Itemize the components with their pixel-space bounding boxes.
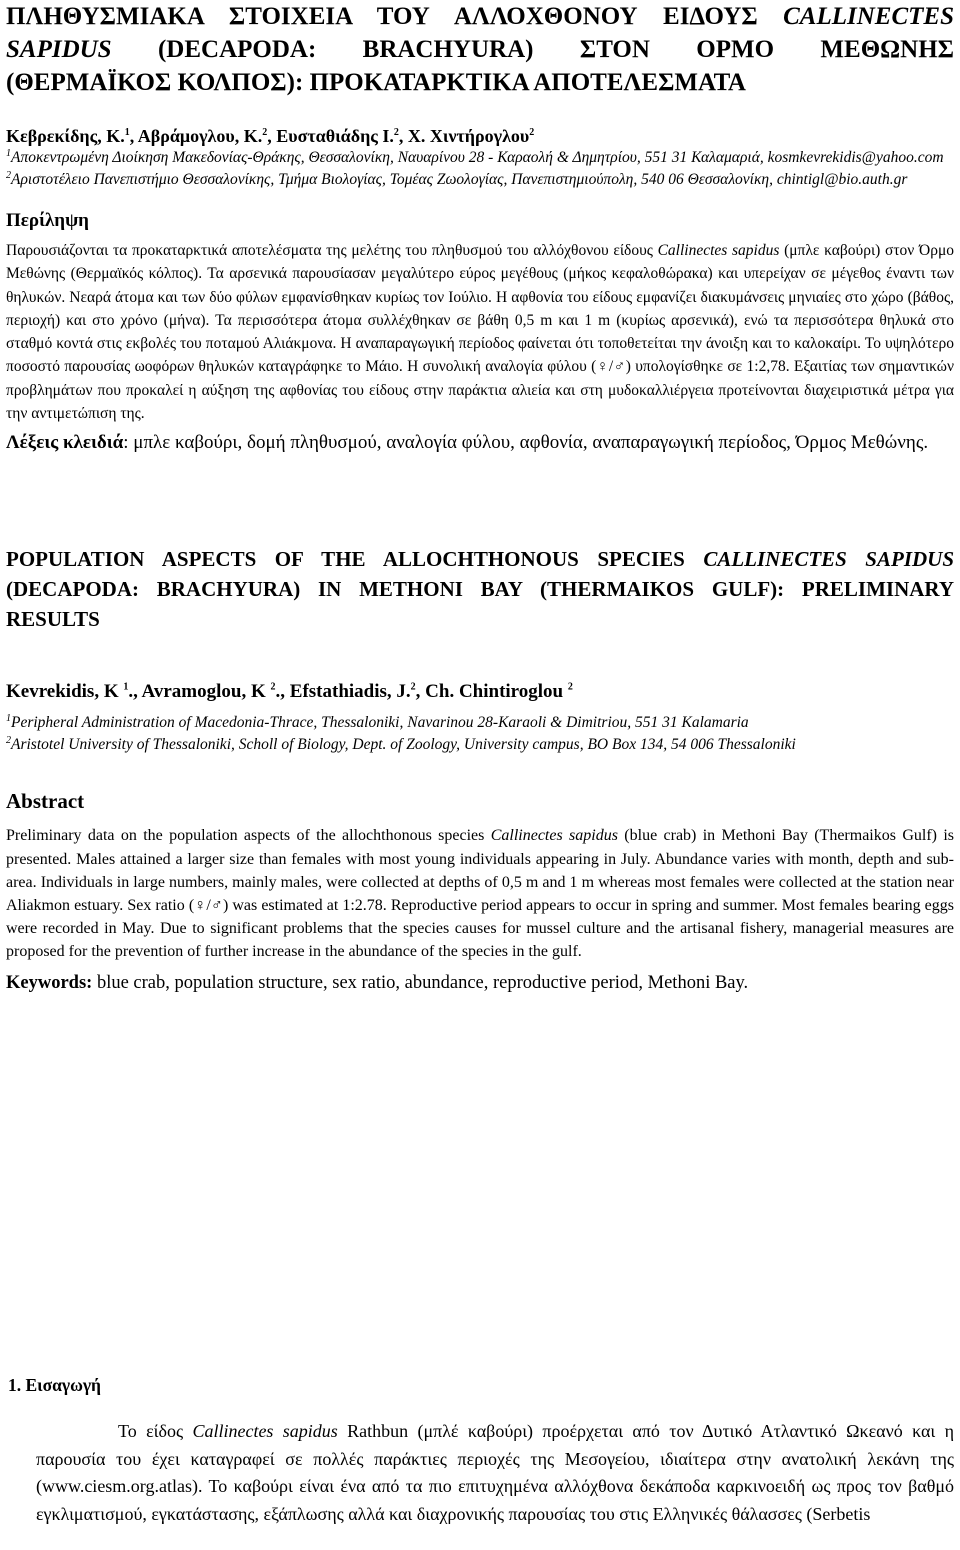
english-abstract-text: Preliminary data on the population aspects of the allochthonous species Callinectes sapidus (blue crab) in Methoni Bay (Thermaikos Gulf) is presented. Males attained a larger size than females with most young individuals appearing in July. Abundance varies with month, depth and sub-area. Individuals in large numbers, mainly males, were collected at depths of 0,5 m and 1 m whereas most females were collected at the station near Aliakmon estuary. Sex ratio (♀/♂) was estimated at 1:2.78. Reproductive period appears to occur in spring and summer. Most females bearing eggs were recorded in May. Due to significant problems that the species causes for mussel culture and the artisanal fishery, managerial measures are proposed for the prevention of further increase in the abundance of the species in the gulf.: [6, 827, 954, 961]
greek-abstract-heading: Περίληψη: [6, 210, 89, 231]
greek-affiliation-2: $^2$Αριστοτέλειο Πανεπιστήμιο Θεσσαλονίκης, Τμήμα Βιολογίας, Τομέας Ζωολογίας, Πανεπιστημιούπολη, 540 06 Θεσσαλονίκη, chintigl@bio.auth.gr: [6, 169, 908, 188]
english-affiliation-2: $^2$Aristotel University of Thessaloniki, Scholl of Biology, Dept. of Zoology, University campus, BO Box 134, 54 006 Thessaloniki: [6, 735, 796, 754]
english-keywords: Keywords: blue crab, population structure, sex ratio, abundance, reproductive period, Methoni Bay.: [6, 972, 749, 993]
english-abstract-heading: Abstract: [6, 789, 85, 814]
greek-keywords: Λέξεις κλειδιά: μπλε καβούρι, δομή πληθυσμού, αναλογία φύλου, αφθονία, αναπαραγωγική περίοδος, Όρμος Μεθώνης.: [6, 432, 929, 454]
english-affiliations: [6, 712, 954, 756]
greek-title-line-1: ΠΛΗΘΥΣΜΙΑΚΑ ΣΤΟΙΧΕΙΑ ΤΟΥ ΑΛΛΟΧΘΟΝΟΥ ΕΙΔΟΥΣ CALLINECTES: [6, 3, 954, 30]
english-affiliation-1: $^1$Peripheral Administration of Macedonia-Thrace, Thessaloniki, Navarinou 28-Karaoli & Dimitriou, 551 31 Kalamaria: [6, 713, 749, 732]
greek-title-line-3: (ΘΕΡΜΑΪΚΟΣ ΚΟΛΠΟΣ): ΠΡΟΚΑΤΑΡΚΤΙΚΑ ΑΠΟΤΕΛΕΣΜΑΤΑ: [6, 69, 746, 96]
greek-title-line-2: SAPIDUS (DECAPODA: BRACHYURA) ΣΤΟΝ ΟΡΜΟ ΜΕΘΩΝΗΣ: [6, 36, 955, 63]
intro-heading: 1. Εισαγωγή: [8, 1375, 101, 1395]
greek-authors: Κεβρεκίδης, Κ.$^1$, Αβράμογλου, Κ.$^2$, Ευσταθιάδης Ι.$^2$, Χ. Χιντήρογλου$^2$: [6, 126, 535, 146]
greek-abstract-text: Παρουσιάζονται τα προκαταρκτικά αποτελέσματα της μελέτης του πληθυσμού του αλλόχθονου είδους Callinectes sapidus (μπλε καβούρι) στον Όρμο Μεθώνης (Θερμαϊκός κόλπος). Τα αρσενικά παρουσίασαν μεγαλύτερο εύρος μεγέθους (μήκος κεφαλοθώρακα) και υπερείχαν σε μέγεθος έναντι των θηλυκών. Νεαρά άτομα και των δύο φύλων εμφανίσθηκαν κυρίως τον Ιούλιο. Η αφθονία του είδους εμφανίζει διακυμάνσεις μηνιαίες στο χώρο (βάθος, περιοχή) και στο χρόνο (μήνα). Τα περισσότερα άτομα συλλέχθηκαν σε βάθη 0,5 m και 1 m (κυρίως αρσενικά), ενώ τα περισσότερα θηλυκά στο σταθμό κοντά στις εκβολές του ποταμού Αλιάκμονα. Η αναπαραγωγική περίοδος φαίνεται ότι τοποθετείται την άνοιξη και το καλοκαίρι. Το υψηλότερο ποσοστό παρουσίας ωοφόρων θηλυκών καταγράφηκε το Μάιο. Η συνολική αναλογία φύλου (♀/♂) υπολογίσθηκε σε 1:2,78. Εξαιτίας των σημαντικών προβλημάτων που προκαλεί η αύξηση της αφθονίας του είδους στην παράκτια αλιεία και στη μυδοκαλλιέργεια προτείνονται διαχειριστικά μέτρα για την αντιμετώπιση της.: [6, 242, 955, 423]
greek-affiliation-1: $^1$Αποκεντρωμένη Διοίκηση Μακεδονίας-Θράκης, Θεσσαλονίκη, Ναυαρίνου 28 - Καραολή & Δημητρίου, 551 31 Καλαμαριά, kosmkevrekidis@yahoo.com: [6, 147, 944, 166]
english-authors: Kevrekidis, K $^1$., Avramoglou, K $^2$., Efstathiadis, J.$^2$, Ch. Chintiroglou $^2$: [6, 681, 573, 703]
intro-paragraph: Το είδος Callinectes sapidus Rathbun (μπλέ καβούρι) προέρχεται από τον Δυτικό Ατλαντικό Ωκεανό και η παρουσία του έχει καταγραφεί σε πολλές παράκτιες περιοχές της Μεσογείου, ιδιαίτερα στην ανατολική λεκάνη της (www.ciesm.org.atlas). Το καβούρι είναι ένα από τα πιο επιτυχημένα αλλόχθονα δεκάποδα καρκινοειδή ως προς τον βαθμό εγκλιματισμού, εγκατάστασης, εξάπλωσης αλλά και διαχρονικής παρουσίας του στις Ελληνικές θάλασσες (Serbetis: [36, 1421, 955, 1524]
english-title: POPULATION ASPECTS OF THE ALLOCHTHONOUS SPECIES CALLINECTES SAPIDUS (DECAPODA: BRACHYURA) IN METHONI BAY (THERMAIKOS GULF): PRELIMINARY RESULTS: [6, 547, 954, 632]
greek-title: [6, 0, 954, 99]
